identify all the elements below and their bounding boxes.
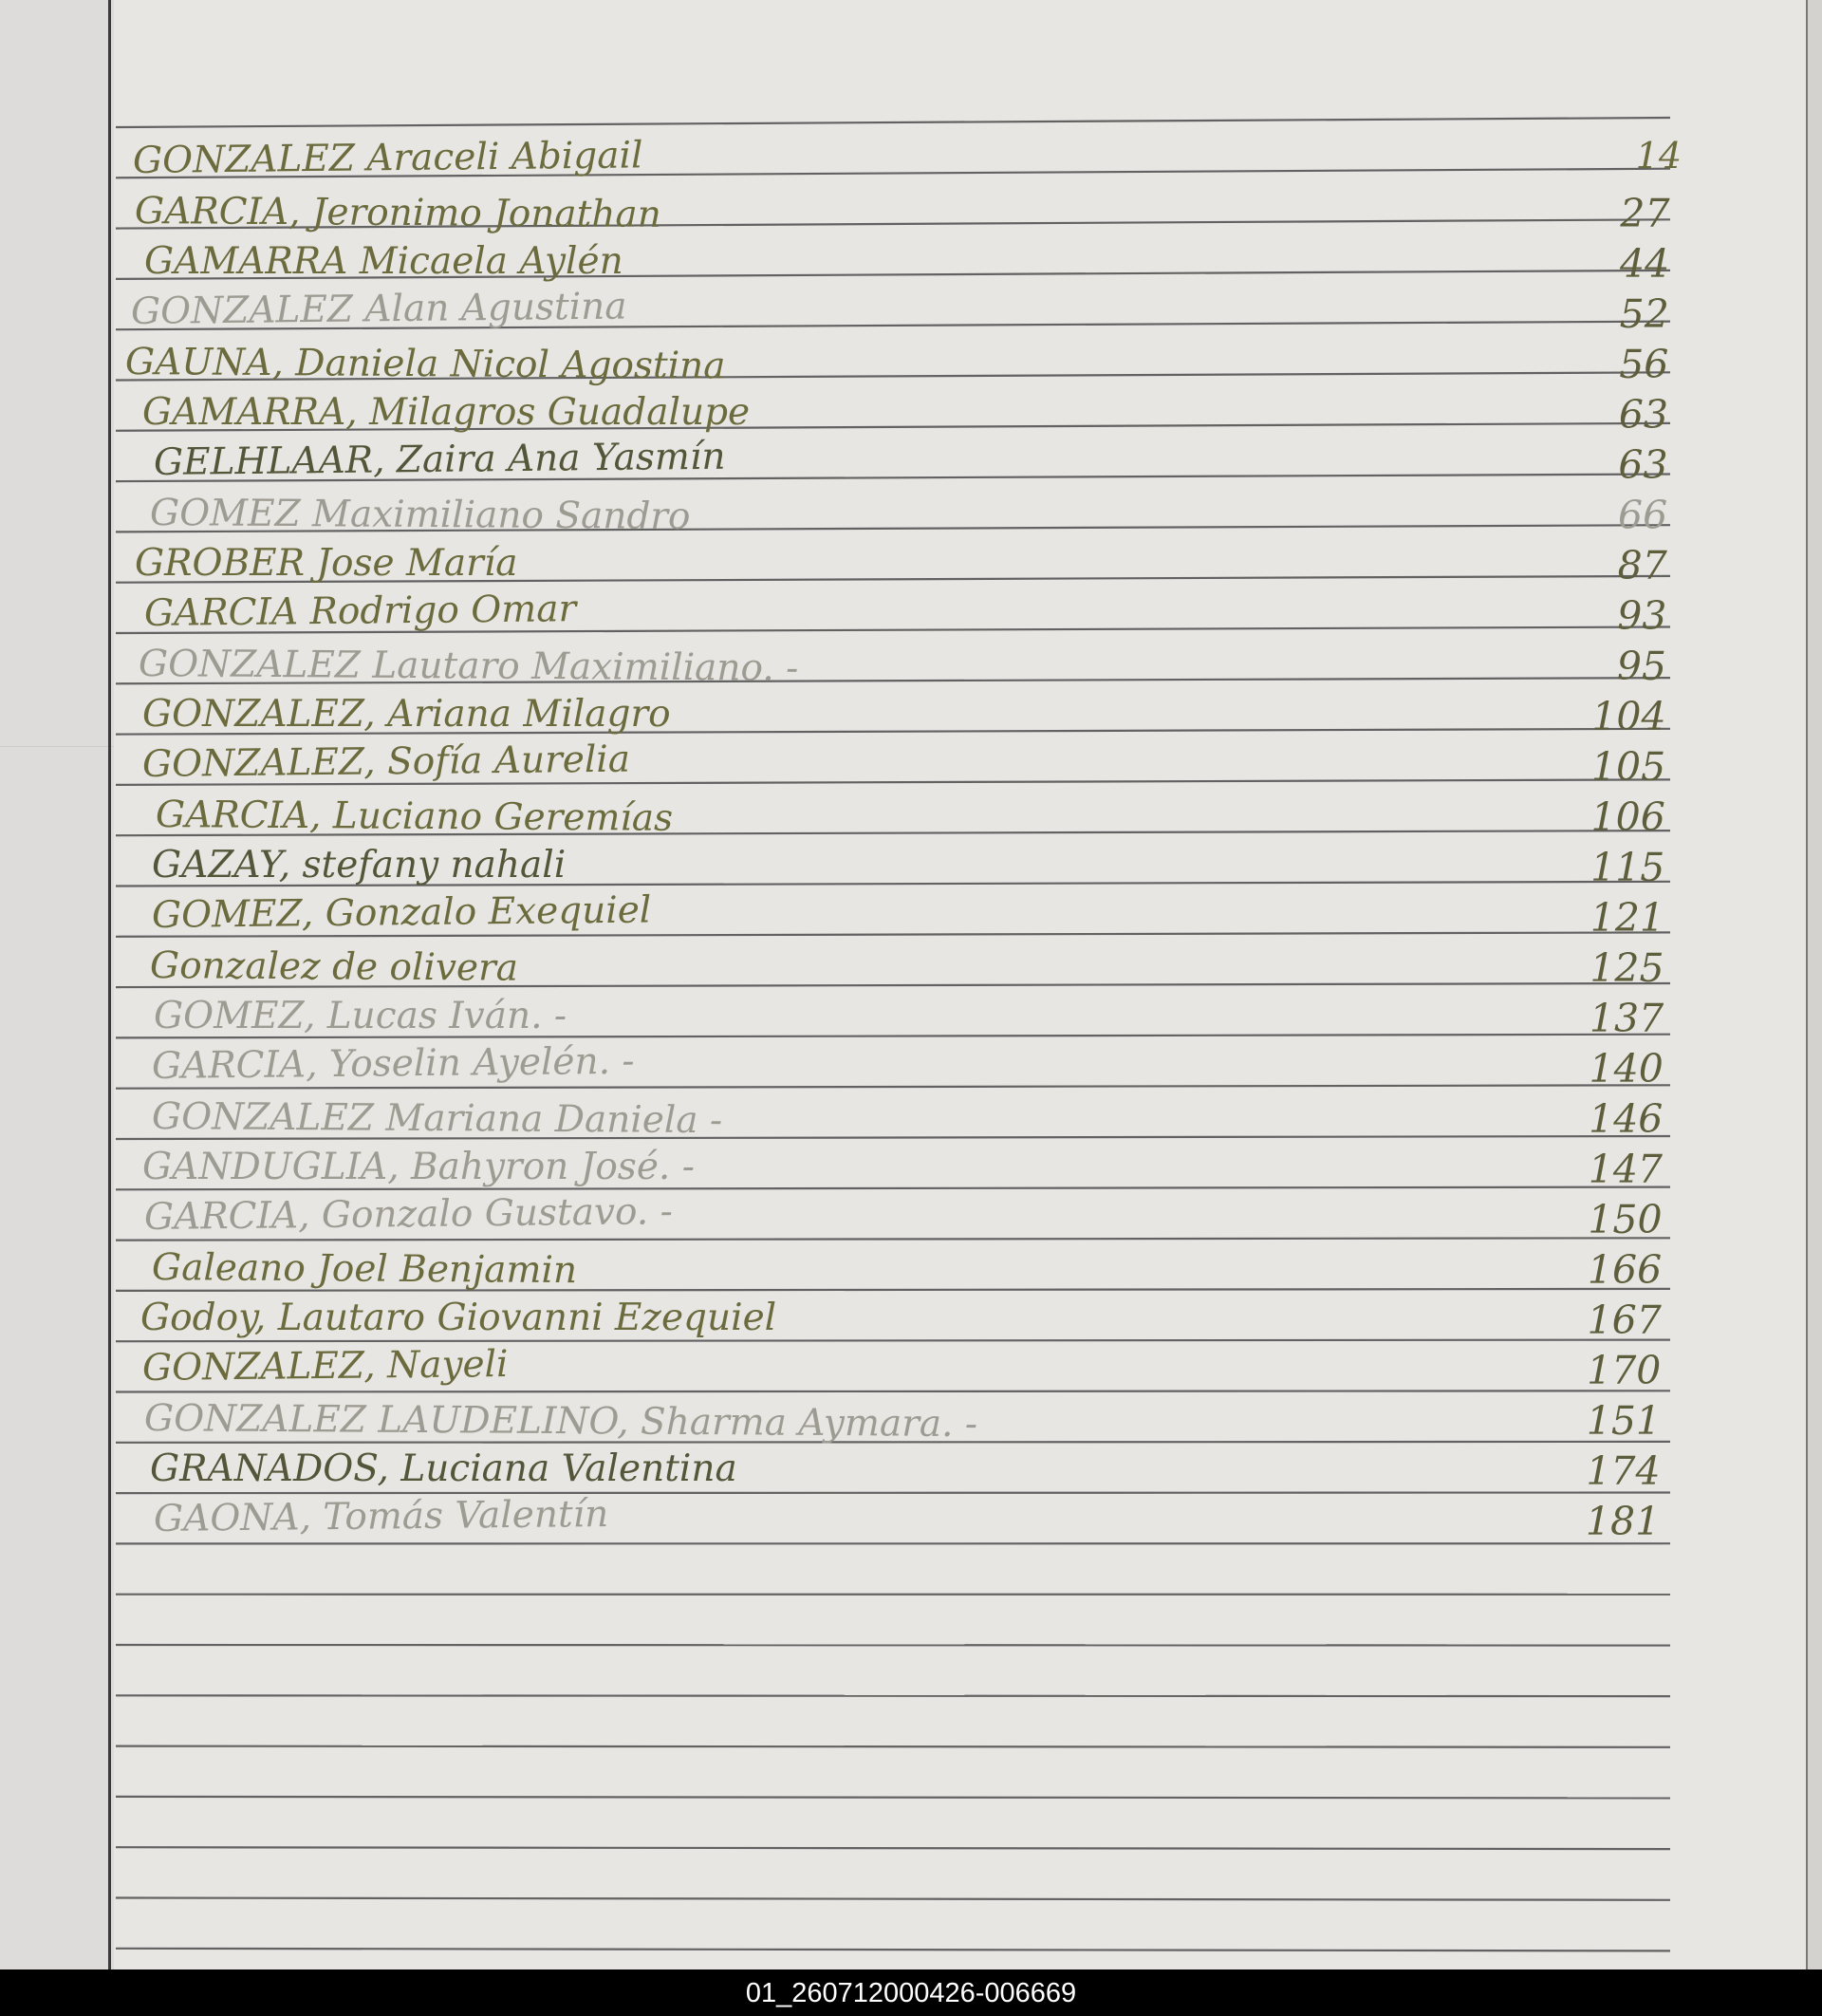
entry-number: 181	[1585, 1499, 1661, 1544]
ruled-line	[116, 1695, 1670, 1696]
entry-name: GAMARRA, Milagros Guadalupe	[142, 391, 751, 434]
entry-name: GRANADOS, Luciana Valentina	[150, 1447, 737, 1490]
entry-number: 52	[1619, 291, 1669, 337]
entry-name: GARCIA Rodrigo Omar	[143, 588, 577, 635]
entry-name: GONZALEZ Lautaro Maximiliano. -	[138, 643, 799, 690]
entry-name: GARCIA, Jeronimo Jonathan	[134, 190, 661, 236]
entry-name: Gonzalez de olivera	[149, 944, 519, 990]
entry-number: 63	[1618, 392, 1668, 438]
ruled-line	[116, 1746, 1670, 1747]
entry-name: GONZALEZ LAUDELINO, Sharma Aymara. -	[143, 1397, 978, 1447]
entry-name: GAONA, Tomás Valentín	[153, 1492, 609, 1540]
entry-number: 95	[1616, 644, 1666, 689]
footer-label: 01_260712000426-006669	[745, 1978, 1077, 2008]
entry-name: GELHLAAR, Zaira Ana Yasmín	[153, 435, 726, 484]
entry-name: GONZALEZ, Ariana Milagro	[142, 693, 671, 736]
entry-number: 104	[1591, 694, 1666, 739]
entry-name: Galeano Joel Benjamin	[151, 1246, 578, 1293]
entry-name: GARCIA, Yoselin Ayelén. -	[151, 1039, 635, 1088]
entry-number: 140	[1589, 1046, 1664, 1092]
entry-number: 147	[1588, 1147, 1663, 1192]
entry-number: 151	[1586, 1398, 1661, 1444]
page-number: 14	[1635, 135, 1682, 177]
entry-number: 27	[1620, 191, 1670, 236]
entry-name: GONZALEZ, Sofía Aurelia	[141, 737, 631, 786]
entry-name: GARCIA, Luciano Geremías	[155, 793, 674, 840]
entry-name: GONZALEZ Alan Agustina	[130, 285, 627, 333]
entry-number: 121	[1590, 895, 1664, 941]
entry-number	[1556, 142, 1670, 184]
entry-name: GOMEZ, Lucas Iván. -	[154, 995, 567, 1037]
entry-number: 56	[1619, 342, 1669, 387]
entry-number: 166	[1587, 1247, 1663, 1293]
ruled-line	[116, 1493, 1670, 1494]
entry-name: GOMEZ Maximiliano Sandro	[149, 492, 691, 538]
ruled-line	[116, 1238, 1670, 1240]
entry-number: 125	[1590, 945, 1664, 991]
entry-number: 44	[1620, 241, 1670, 287]
entry-number: 150	[1588, 1197, 1663, 1242]
entry-name: GONZALEZ, Nayeli	[141, 1342, 509, 1390]
entry-number: 87	[1617, 543, 1667, 588]
entry-number: 66	[1618, 493, 1668, 538]
entry-number: 63	[1618, 442, 1668, 488]
entry-number: 106	[1590, 794, 1665, 840]
ruled-line	[116, 1949, 1670, 1951]
ruled-line	[116, 1645, 1670, 1646]
entry-name: GROBER Jose María	[135, 542, 518, 585]
entry-name: GANDUGLIA, Bahyron José. -	[142, 1146, 695, 1188]
entry-number: 115	[1590, 845, 1665, 890]
ruled-line	[116, 1797, 1670, 1799]
entry-name: GARCIA, Gonzalo Gustavo. -	[143, 1190, 674, 1239]
entry-name: GONZALEZ Mariana Daniela -	[151, 1095, 723, 1143]
entry-name: GONZALEZ Araceli Abigail	[132, 134, 643, 182]
entry-name: Godoy, Lautaro Giovanni Ezequiel	[140, 1297, 777, 1339]
entry-number: 105	[1590, 744, 1666, 790]
entry-number: 93	[1617, 593, 1667, 639]
entry-number: 170	[1587, 1348, 1662, 1393]
entry-number: 137	[1589, 996, 1664, 1041]
entry-number: 167	[1587, 1297, 1662, 1343]
entry-name: GAUNA, Daniela Nicol Agostina	[124, 341, 726, 388]
ruled-line	[116, 1847, 1670, 1849]
entry-name: GOMEZ, Gonzalo Exequiel	[151, 888, 652, 937]
entry-name: GAZAY, stefany nahali	[152, 844, 567, 887]
entry-number: 146	[1589, 1096, 1664, 1142]
entry-number: 174	[1586, 1448, 1661, 1494]
ruled-line	[116, 1340, 1670, 1342]
ruled-line	[116, 1898, 1670, 1900]
entry-name: GAMARRA Micaela Aylén	[144, 240, 623, 283]
ruled-line	[116, 118, 1670, 127]
